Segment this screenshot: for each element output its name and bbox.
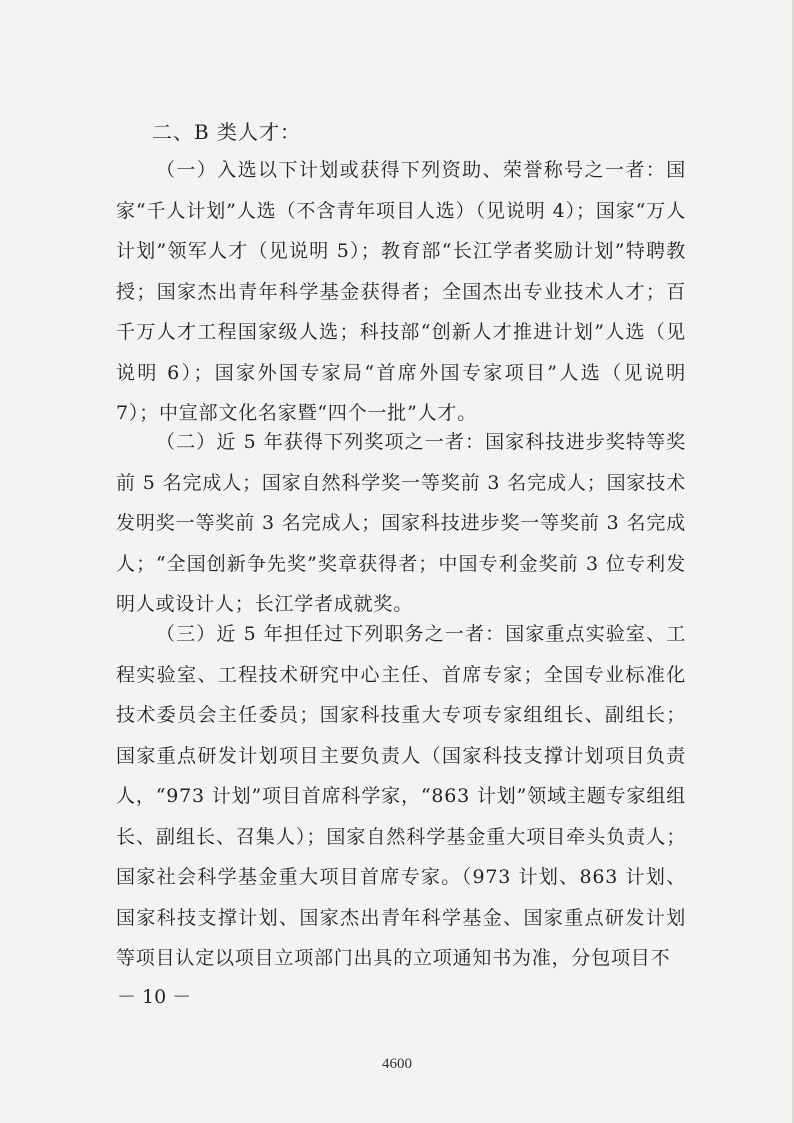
paragraph-category-3: （三）近 5 年担任过下列职务之一者：国家重点实验室、工程实验室、工程技术研究中心主任、首席专家；全国专业标准化技术委员会主任委员；国家科技重大专项专家组组长、副组长；国家重点研发计划项目主要负责人（国家科技支撑计划项目负责人，“973 计划”项目首席科学家，“863 计划”领域主题专家组组长、副组长、召集人）；国家自然科学基金重大项目牵头负责人；国家社会科学基金重大项目首席专家。（973 计划、863 计划、国家科技支撑计划、国家杰出青年科学基金、国家重点研发计划等项目认定以项目立项部门出具的立项通知书为准，分包项目不 xyxy=(116,623,686,969)
archive-number: 4600 xyxy=(382,1056,412,1072)
paragraph-category-1: （一）入选以下计划或获得下列资助、荣誉称号之一者：国家“千人计划”人选（不含青年项目人选）（见说明 4）；国家“万人计划”领军人才（见说明 5）；教育部“长江学者奖励计划”特聘教授；国家杰出青年科学基金获得者；全国杰出专业技术人才；百千万人才工程国家级人选；科技部“创新人才推进计划”人选（见说明 6）；国家外国专家局“首席外国专家项目”人选（见说明 7）；中宣部文化名家暨“四个一批”人才。 xyxy=(116,159,686,424)
paragraph-category-2: （二）近 5 年获得下列奖项之一者：国家科技进步奖特等奖前 5 名完成人；国家自然科学奖一等奖前 3 名完成人；国家技术发明奖一等奖前 3 名完成人；国家科技进步奖一等奖前 3 名完成人；“全国创新争先奖”奖章获得者；中国专利金奖前 3 位专利发明人或设计人；长江学者成就奖。 xyxy=(116,431,686,615)
page-number: － 10 － xyxy=(117,986,192,1008)
section-title: 二、B 类人才： xyxy=(152,120,302,144)
